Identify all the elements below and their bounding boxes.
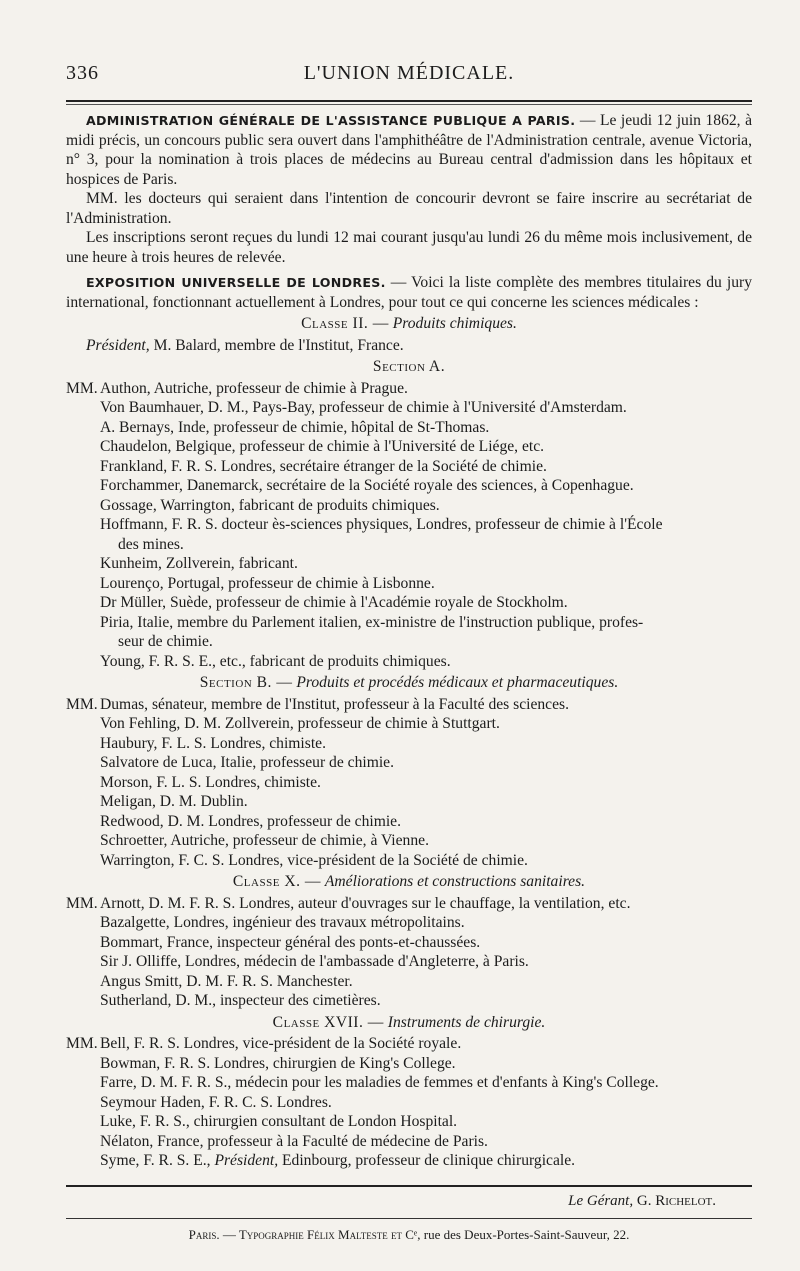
header-rule bbox=[66, 100, 752, 102]
list-item: Bommart, France, inspecteur général des ponts-et-chaussées. bbox=[100, 933, 481, 951]
printer-line bbox=[66, 1227, 752, 1243]
class-heading bbox=[66, 314, 752, 334]
mm-label: MM. bbox=[66, 1035, 98, 1052]
section-heading bbox=[66, 673, 752, 693]
president-line bbox=[66, 336, 752, 356]
list-item: Seymour Haden, F. R. C. S. Londres. bbox=[100, 1093, 332, 1111]
paragraph: Les inscriptions seront reçues du lundi 12 mai courant jusqu'au lundi 26 du même mois inclusivement, de une heure à trois heures de relevée. bbox=[66, 229, 752, 266]
notice-heading: ADMINISTRATION GÉNÉRALE DE L'ASSISTANCE PUBLIQUE A PARIS. bbox=[86, 113, 576, 128]
list-item: Warrington, F. C. S. Londres, vice-président de la Société de chimie. bbox=[100, 851, 528, 869]
mm-label: MM. bbox=[66, 379, 98, 397]
list-item bbox=[66, 1034, 752, 1054]
member-text: Syme, F. R. S. E., bbox=[100, 1152, 211, 1169]
list-item bbox=[66, 695, 752, 715]
list-item: Schroetter, Autriche, professeur de chimie, à Vienne. bbox=[100, 832, 429, 849]
footer-rule bbox=[66, 1185, 752, 1187]
list-item bbox=[66, 1151, 752, 1171]
member-text: Dumas, sénateur, membre de l'Institut, professeur à la Faculté des sciences. bbox=[100, 695, 569, 713]
journal-title: L'UNION MÉDICALE. bbox=[303, 62, 515, 84]
member-list bbox=[66, 894, 752, 1011]
mm-label: MM. bbox=[66, 695, 98, 713]
page-body bbox=[66, 111, 752, 1171]
notice-heading: EXPOSITION UNIVERSELLE DE LONDRES. bbox=[86, 275, 386, 290]
class-subject: Améliorations et constructions sanitaires. bbox=[324, 873, 586, 890]
printer-name: Félix Malteste et Cᵉ, bbox=[307, 1226, 421, 1242]
class-heading bbox=[66, 1013, 752, 1033]
page-number: 336 bbox=[66, 62, 99, 84]
list-item: Farre, D. M. F. R. S., médecin pour les maladies de femmes et d'enfants à King's College. bbox=[100, 1074, 659, 1091]
notice-text: — Voici la liste complète des membres titulaires du jury international, fonctionnant actuellement à Londres, pour tout ce qui concerne les sciences médicales : bbox=[66, 274, 752, 311]
member-text: Edinbourg, professeur de clinique chirurgicale. bbox=[282, 1152, 576, 1169]
list-item: Angus Smitt, D. M. F. R. S. Manchester. bbox=[100, 972, 353, 990]
list-item: Nélaton, France, professeur à la Faculté de médecine de Paris. bbox=[100, 1132, 488, 1150]
list-item bbox=[66, 894, 752, 914]
list-item: Haubury, F. L. S. Londres, chimiste. bbox=[100, 734, 326, 752]
president-label: Président, bbox=[214, 1152, 279, 1169]
member-text: Bell, F. R. S. Londres, vice-président de la Société royale. bbox=[100, 1035, 462, 1052]
member-text: Piria, Italie, membre du Parlement italien, ex-ministre de l'instruction publique, profes- bbox=[100, 613, 644, 631]
class-subject: Produits chimiques. bbox=[392, 315, 517, 332]
list-item: Lourenço, Portugal, professeur de chimie à Lisbonne. bbox=[100, 574, 435, 592]
signature bbox=[66, 1193, 752, 1210]
signature-name: G. Richelot. bbox=[636, 1192, 716, 1209]
list-item: Chaudelon, Belgique, professeur de chimie à l'Université de Liége, etc. bbox=[100, 438, 545, 455]
class-label: Classe XVII. — bbox=[272, 1013, 384, 1031]
notice-exposition bbox=[66, 273, 752, 312]
member-text: Hoffmann, F. R. S. docteur ès-sciences physiques, Londres, professeur de chimie à l'École bbox=[100, 516, 663, 533]
member-text: Arnott, D. M. F. R. S. Londres, auteur d'ouvrages sur le chauffage, la ventilation, etc. bbox=[100, 894, 631, 912]
printer-city: Paris. — Typographie bbox=[188, 1226, 304, 1242]
mm-label: MM. bbox=[66, 894, 98, 912]
member-continuation: seur de chimie. bbox=[118, 633, 213, 650]
list-item: Meligan, D. M. Dublin. bbox=[100, 793, 248, 810]
member-text: Authon, Autriche, professeur de chimie à Prague. bbox=[100, 379, 408, 397]
list-item: Von Fehling, D. M. Zollverein, professeur de chimie à Stuttgart. bbox=[100, 715, 500, 732]
section-label: Section A. bbox=[372, 358, 446, 375]
section-label: Section B. — bbox=[199, 674, 293, 691]
member-list bbox=[66, 1034, 752, 1171]
list-item: Von Baumhauer, D. M., Pays-Bay, professeur de chimie à l'Université d'Amsterdam. bbox=[100, 399, 627, 416]
list-item: Dr Müller, Suède, professeur de chimie à l'Académie royale de Stockholm. bbox=[100, 594, 568, 611]
list-item bbox=[66, 379, 752, 399]
member-list bbox=[66, 695, 752, 871]
paragraph: MM. les docteurs qui seraient dans l'intention de concourir devront se faire inscrire au secrétariat de l'Administration. bbox=[66, 190, 752, 227]
list-item: Salvatore de Luca, Italie, professeur de chimie. bbox=[100, 754, 394, 771]
class-heading bbox=[66, 872, 752, 892]
president-label: Président, bbox=[86, 336, 150, 354]
running-head bbox=[66, 58, 752, 92]
list-item: Forchammer, Danemarck, secrétaire de la Société royale des sciences, à Copenhague. bbox=[100, 477, 634, 494]
list-item: Redwood, D. M. Londres, professeur de chimie. bbox=[100, 812, 401, 830]
list-item: Sutherland, D. M., inspecteur des cimetières. bbox=[100, 992, 381, 1009]
class-label: Classe X. — bbox=[232, 873, 321, 890]
signature-prefix: Le Gérant, bbox=[568, 1192, 634, 1209]
president-text: M. Balard, membre de l'Institut, France. bbox=[153, 336, 404, 354]
member-list bbox=[66, 379, 752, 672]
list-item: Bowman, F. R. S. Londres, chirurgien de King's College. bbox=[100, 1054, 456, 1072]
list-item bbox=[66, 515, 752, 554]
section-subject: Produits et procédés médicaux et pharmaceutiques. bbox=[296, 674, 619, 691]
notice-text: — Le jeudi 12 juin 1862, à midi précis, un concours public sera ouvert dans l'amphithéâtre de l'Administration centrale, avenue Victoria, n° 3, pour la nomination à trois places de médecins au Bureau central d'admission dans les hôpitaux et hospices de Paris. bbox=[66, 112, 752, 188]
member-continuation: des mines. bbox=[118, 535, 184, 553]
list-item bbox=[66, 613, 752, 652]
section-heading bbox=[66, 357, 752, 377]
list-item: A. Bernays, Inde, professeur de chimie, hôpital de St-Thomas. bbox=[100, 418, 490, 436]
class-subject: Instruments de chirurgie. bbox=[387, 1013, 546, 1031]
list-item: Young, F. R. S. E., etc., fabricant de produits chimiques. bbox=[100, 652, 451, 670]
list-item: Kunheim, Zollverein, fabricant. bbox=[100, 555, 298, 572]
printer-rule bbox=[66, 1218, 752, 1219]
list-item: Luke, F. R. S., chirurgien consultant de London Hospital. bbox=[100, 1113, 458, 1130]
header-rule-thin bbox=[66, 104, 752, 105]
printer-address: rue des Deux-Portes-Saint-Sauveur, 22. bbox=[423, 1226, 630, 1242]
list-item: Sir J. Olliffe, Londres, médecin de l'ambassade d'Angleterre, à Paris. bbox=[100, 953, 529, 970]
list-item: Frankland, F. R. S. Londres, secrétaire étranger de la Société de chimie. bbox=[100, 457, 547, 475]
list-item: Gossage, Warrington, fabricant de produits chimiques. bbox=[100, 496, 440, 514]
class-label: Classe II. — bbox=[301, 315, 389, 332]
list-item: Morson, F. L. S. Londres, chimiste. bbox=[100, 773, 321, 791]
notice-assistance-publique bbox=[66, 111, 752, 189]
list-item: Bazalgette, Londres, ingénieur des travaux métropolitains. bbox=[100, 914, 465, 931]
